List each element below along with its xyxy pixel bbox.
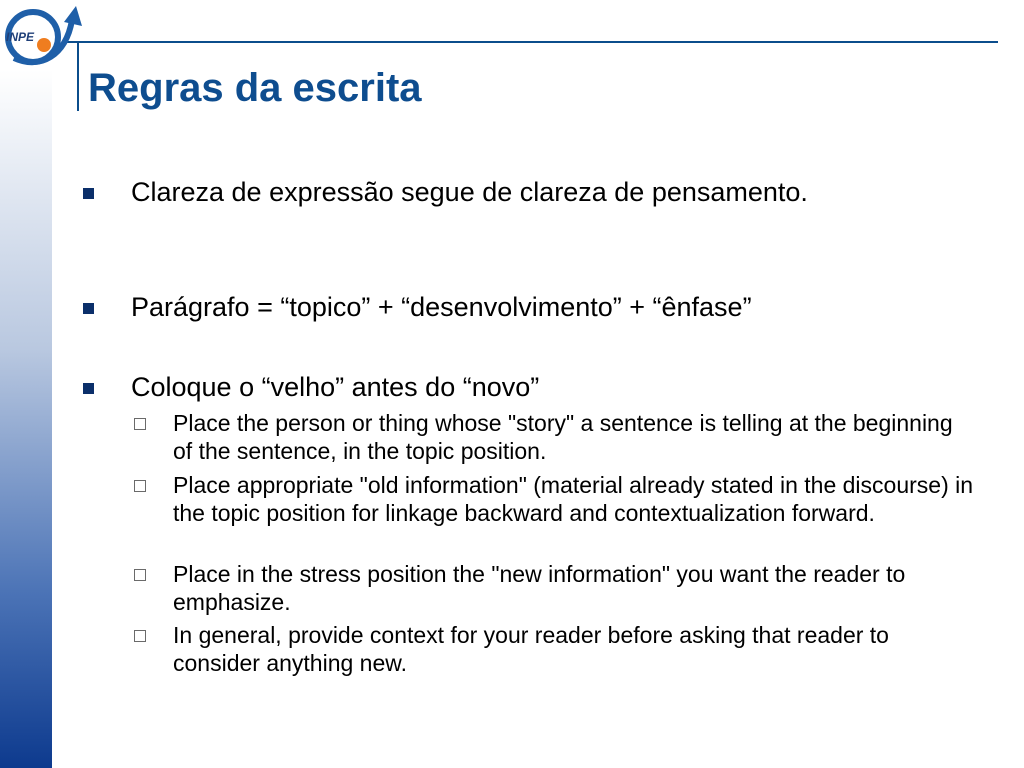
sub-bullet-text: Place in the stress position the "new information" you want the reader to emphasize. (173, 561, 906, 615)
sub-bullet-text: Place the person or thing whose "story" a sentence is telling at the beginning of the sentence, in the topic position. (173, 410, 953, 464)
sub-bullet-text: In general, provide context for your reader before asking that reader to consider anything new. (173, 622, 889, 676)
hollow-square-icon (134, 630, 146, 642)
hollow-square-icon (134, 569, 146, 581)
hollow-square-icon (134, 418, 146, 430)
header-rule (62, 41, 998, 43)
side-gradient-bar (0, 70, 52, 768)
bullet-square-icon (83, 303, 94, 314)
sub-bullet-text: Place appropriate "old information" (material already stated in the discourse) in the topic position for linkage backward and contextualization forward. (173, 472, 974, 526)
bullet-square-icon (83, 188, 94, 199)
slide-title: Regras da escrita (88, 66, 422, 110)
hollow-square-icon (134, 480, 146, 492)
inpe-logo-icon (0, 0, 88, 72)
bullet-text: Coloque o “velho” antes do “novo” (131, 372, 540, 402)
logo-text: INPE (6, 30, 35, 44)
bullet-square-icon (83, 383, 94, 394)
bullet-text: Parágrafo = “topico” + “desenvolvimento” + “ênfase” (131, 292, 752, 322)
bullet-text: Clareza de expressão segue de clareza de pensamento. (131, 177, 808, 207)
